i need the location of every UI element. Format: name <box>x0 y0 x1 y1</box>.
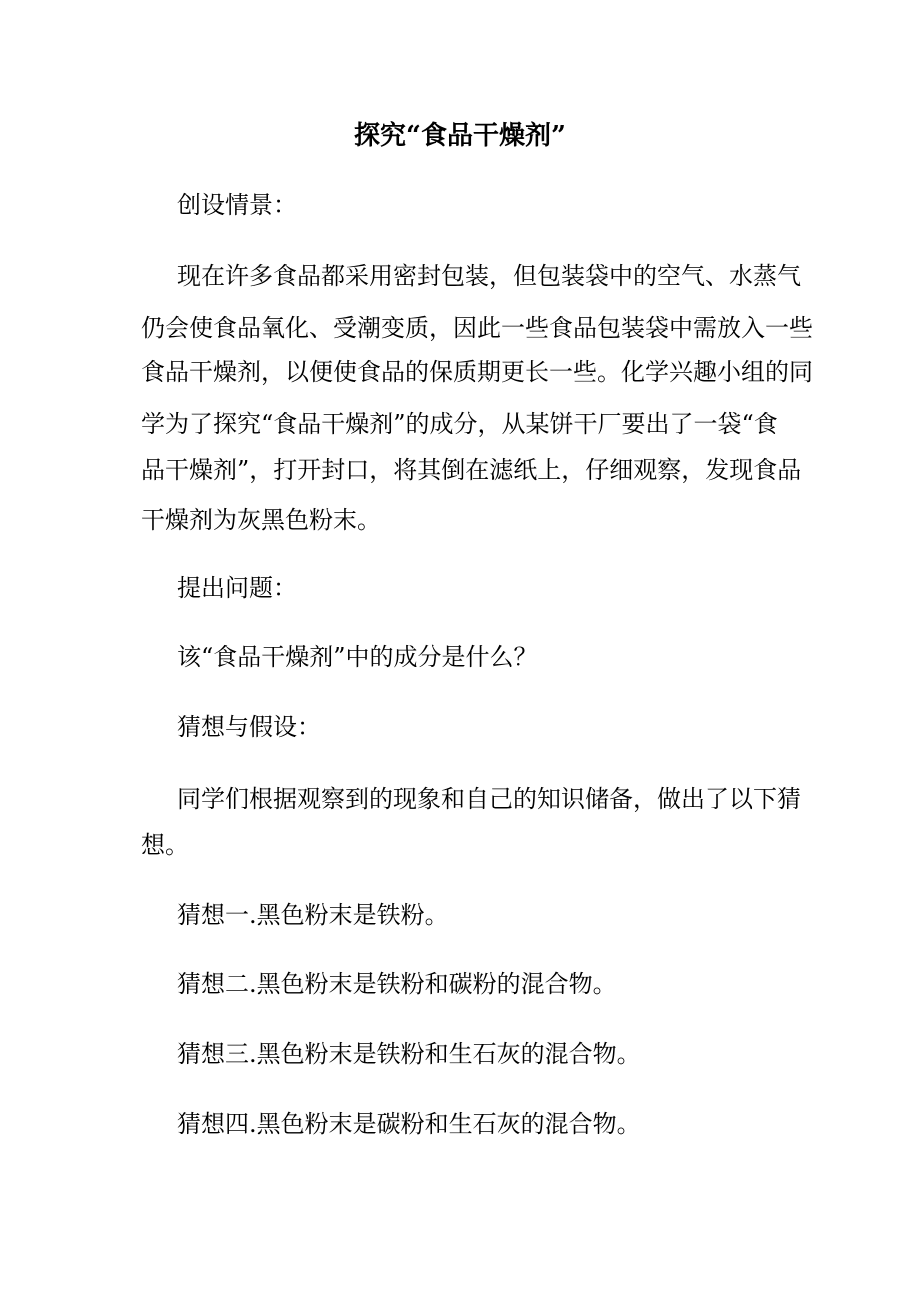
hypothesis-line-1: 同学们根据观察到的现象和自己的知识储备，做出了以下猜 <box>177 785 801 813</box>
document-title: 探究“食品干燥剂” <box>354 121 566 151</box>
guess-1: 猜想一.黑色粉末是铁粉。 <box>177 901 449 929</box>
section-heading-hypothesis: 猜想与假设： <box>177 713 321 741</box>
situation-line-1: 现在许多食品都采用密封包装，但包装袋中的空气、水蒸气 <box>177 262 801 290</box>
situation-line-4: 学为了探究“食品干燥剂”的成分，从某饼干厂要出了一袋“食 <box>141 410 778 438</box>
guess-2: 猜想二.黑色粉末是铁粉和碳粉的混合物。 <box>177 970 617 998</box>
situation-line-6: 干燥剂为灰黑色粉末。 <box>141 506 381 534</box>
guess-3: 猜想三.黑色粉末是铁粉和生石灰的混合物。 <box>177 1040 641 1068</box>
situation-line-5: 品干燥剂”，打开封口，将其倒在滤纸上，仔细观察，发现食品 <box>141 456 802 484</box>
situation-line-3: 食品干燥剂，以便使食品的保质期更长一些。化学兴趣小组的同 <box>141 358 813 386</box>
question-text: 该“食品干燥剂”中的成分是什么？ <box>177 643 538 671</box>
section-heading-question: 提出问题： <box>177 574 297 602</box>
section-heading-situation: 创设情景： <box>177 191 297 219</box>
guess-4: 猜想四.黑色粉末是碳粉和生石灰的混合物。 <box>177 1110 641 1138</box>
situation-line-2: 仍会使食品氧化、受潮变质，因此一些食品包装袋中需放入一些 <box>141 314 813 342</box>
hypothesis-line-2: 想。 <box>141 831 189 859</box>
